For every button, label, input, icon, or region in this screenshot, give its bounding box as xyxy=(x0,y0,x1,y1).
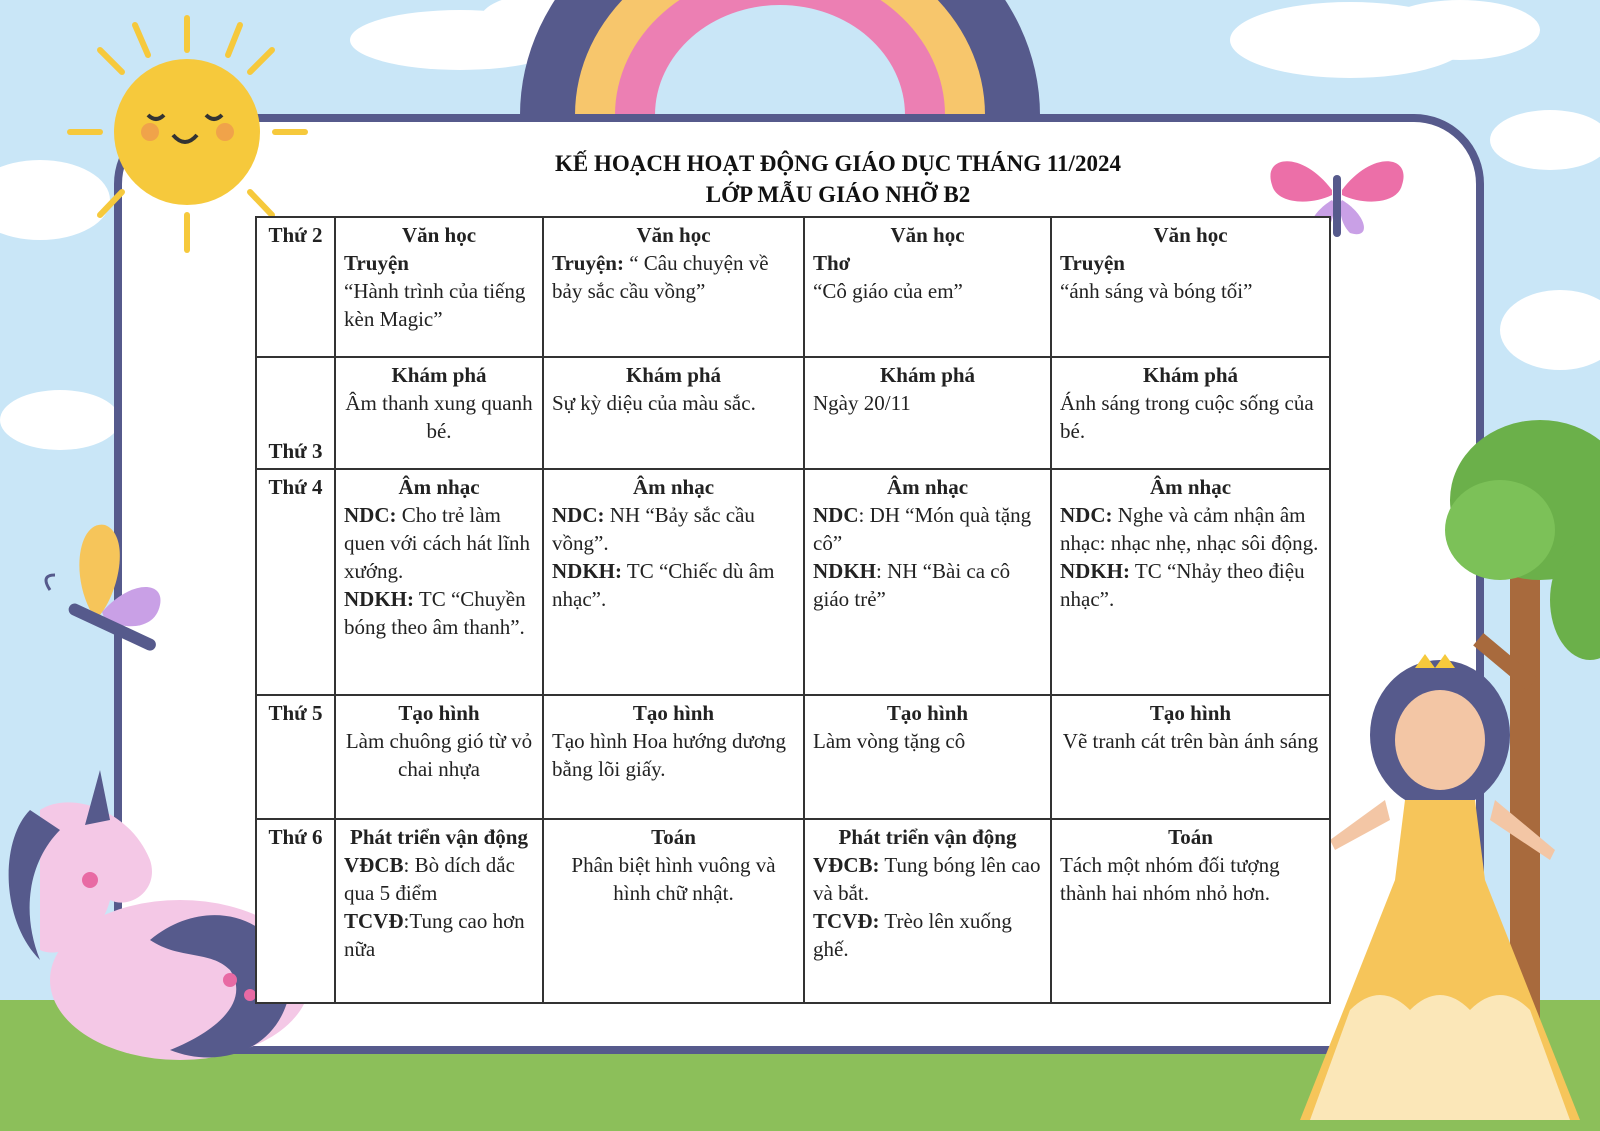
cell-subheading: Truyện xyxy=(1060,251,1125,275)
cell-text: TC “Nhảy theo điệu nhạc”. xyxy=(1060,559,1305,611)
table-row xyxy=(256,469,1330,695)
cell-subheading: Truyện xyxy=(344,251,409,275)
cell-heading: Văn học xyxy=(890,223,965,247)
cell-text: “ Câu chuyện về bảy sắc cầu vồng” xyxy=(552,251,769,303)
table-cell xyxy=(804,357,1051,469)
table-cell xyxy=(804,469,1051,695)
page-subtitle: LỚP MẪU GIÁO NHỠ B2 xyxy=(705,182,971,207)
cell-heading: Âm nhạc xyxy=(886,475,969,499)
cell-heading: Khám phá xyxy=(625,363,722,387)
table-cell xyxy=(335,819,543,1003)
cell-label: NDC xyxy=(813,503,859,527)
table-cell xyxy=(543,469,804,695)
cell-label: NDKH: xyxy=(1060,559,1130,583)
table-cell xyxy=(335,217,543,357)
cell-label: VĐCB xyxy=(344,853,404,877)
page-title: KẾ HOẠCH HOẠT ĐỘNG GIÁO DỤC THÁNG 11/2024 xyxy=(555,151,1121,176)
cell-heading: Văn học xyxy=(636,223,711,247)
cell-heading: Âm nhạc xyxy=(632,475,715,499)
table-cell xyxy=(543,357,804,469)
table-row xyxy=(256,695,1330,819)
cell-label: NDKH: xyxy=(552,559,622,583)
table-row xyxy=(256,217,1330,357)
cell-text: “Cô giáo của em” xyxy=(813,279,963,303)
table-cell xyxy=(804,217,1051,357)
cell-text: Ánh sáng trong cuộc sống của bé. xyxy=(1060,391,1314,443)
cell-text: “Hành trình của tiếng kèn Magic” xyxy=(344,279,526,331)
cell-label: NDC: xyxy=(552,503,605,527)
day-label: Thứ 3 xyxy=(256,357,335,469)
cell-text: Phân biệt hình vuông và hình chữ nhật. xyxy=(571,853,776,905)
cell-heading: Khám phá xyxy=(1142,363,1239,387)
cell-text: Trèo lên xuống ghế. xyxy=(813,909,1012,961)
cell-label: NDC: xyxy=(344,503,397,527)
cell-text: Tách một nhóm đối tượng thành hai nhóm nhỏ hơn. xyxy=(1060,853,1280,905)
table-cell xyxy=(804,695,1051,819)
cell-text: TC “Chuyền bóng theo âm thanh”. xyxy=(344,587,526,639)
cell-text: Ngày 20/11 xyxy=(813,391,911,415)
cell-heading: Tạo hình xyxy=(398,701,480,725)
table-row xyxy=(256,819,1330,1003)
table-cell xyxy=(335,357,543,469)
day-label: Thứ 6 xyxy=(256,819,335,1003)
table-cell xyxy=(1051,695,1330,819)
table-cell xyxy=(1051,357,1330,469)
cell-text: Vẽ tranh cát trên bàn ánh sáng xyxy=(1062,729,1319,753)
table-cell xyxy=(335,469,543,695)
cell-heading: Âm nhạc xyxy=(398,475,480,499)
cell-heading: Toán xyxy=(651,825,696,849)
table-cell xyxy=(1051,819,1330,1003)
cell-heading: Tạo hình xyxy=(1149,701,1232,725)
day-label: Thứ 4 xyxy=(256,469,335,695)
table-cell xyxy=(543,217,804,357)
cell-label: NDC: xyxy=(1060,503,1113,527)
cell-heading: Tạo hình xyxy=(632,701,715,725)
table-cell xyxy=(1051,217,1330,357)
cell-heading: Phát triển vận động xyxy=(350,825,528,849)
cell-heading: Phát triển vận động xyxy=(838,825,1017,849)
cell-subheading: Thơ xyxy=(813,251,851,275)
cell-text: NH “Bảy sắc cầu vồng”. xyxy=(552,503,755,555)
table-cell xyxy=(335,695,543,819)
cell-text: : Bò dích dắc qua 5 điểm xyxy=(344,853,515,905)
cell-text: Làm vòng tặng cô xyxy=(813,729,966,753)
cell-subheading: Truyện: xyxy=(552,251,624,275)
cell-text: “ánh sáng và bóng tối” xyxy=(1060,279,1253,303)
table-cell xyxy=(543,695,804,819)
cell-text: Tung bóng lên cao và bắt. xyxy=(813,853,1041,905)
cell-text: Làm chuông gió từ vỏ chai nhựa xyxy=(345,729,533,781)
table-row xyxy=(256,357,1330,469)
cell-text: Sự kỳ diệu của màu sắc. xyxy=(552,391,756,415)
cell-text: Tạo hình Hoa hướng dương bằng lõi giấy. xyxy=(552,729,786,781)
table-cell xyxy=(1051,469,1330,695)
schedule-table xyxy=(255,216,1331,1004)
cell-heading: Văn học xyxy=(1153,223,1228,247)
cell-heading: Tạo hình xyxy=(886,701,969,725)
day-label: Thứ 5 xyxy=(256,695,335,819)
cell-heading: Khám phá xyxy=(879,363,976,387)
princess-icon xyxy=(1290,650,1600,1130)
rainbow-icon xyxy=(520,0,1040,120)
table-cell xyxy=(804,819,1051,1003)
cell-heading: Khám phá xyxy=(391,363,487,387)
cell-text: TC “Chiếc dù âm nhạc”. xyxy=(552,559,775,611)
cell-label: VĐCB: xyxy=(813,853,880,877)
cell-label: TCVĐ xyxy=(344,909,404,933)
cell-text: Cho trẻ làm quen với cách hát lĩnh xướng. xyxy=(344,503,531,583)
cell-label: NDKH xyxy=(813,559,876,583)
cell-heading: Âm nhạc xyxy=(1149,475,1232,499)
cell-text: : NH “Bài ca cô giáo trẻ” xyxy=(813,559,1011,611)
cell-heading: Văn học xyxy=(401,223,477,247)
cell-text: : DH “Món quà tặng cô” xyxy=(813,503,1032,555)
cell-label: NDKH: xyxy=(344,587,414,611)
day-label: Thứ 2 xyxy=(256,217,335,357)
cell-text: :Tung cao hơn nữa xyxy=(344,909,525,961)
butterfly-icon xyxy=(30,520,170,660)
table-cell xyxy=(543,819,804,1003)
cell-label: TCVĐ: xyxy=(813,909,880,933)
cell-text: Âm thanh xung quanh bé. xyxy=(345,391,533,443)
cell-heading: Toán xyxy=(1168,825,1213,849)
cell-text: Nghe và cảm nhận âm nhạc: nhạc nhẹ, nhạc sôi động. xyxy=(1060,503,1319,555)
